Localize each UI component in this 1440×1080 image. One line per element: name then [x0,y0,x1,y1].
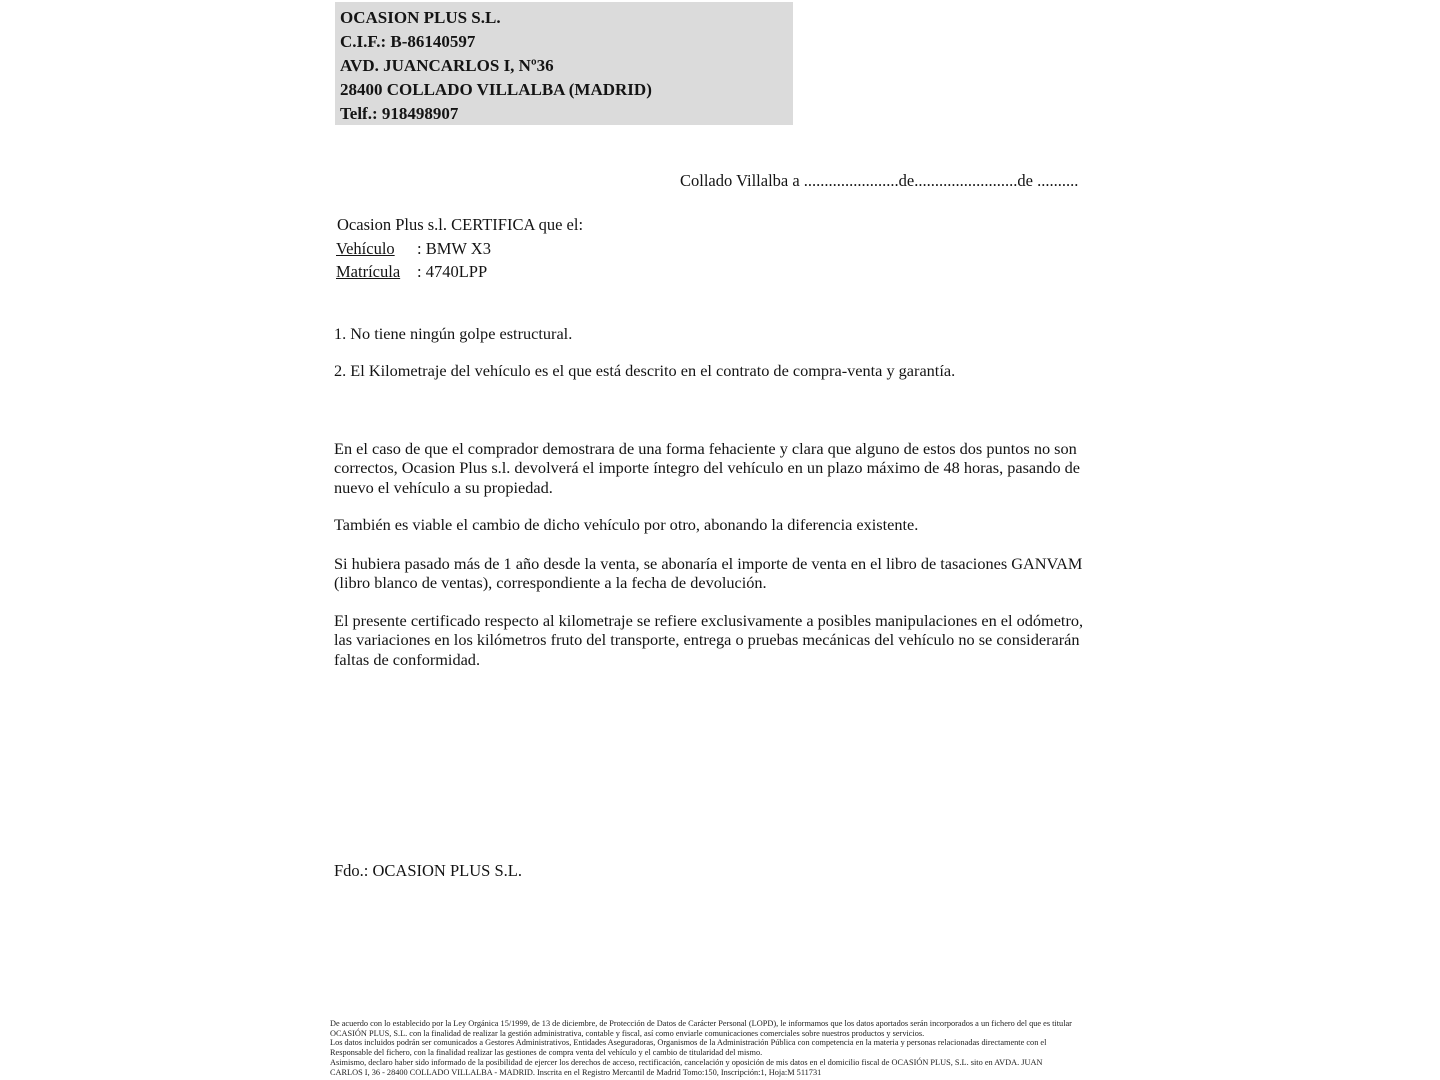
paragraph-ganvam-valuation: Si hubiera pasado más de 1 año desde la venta, se abonaría el importe de venta en el libro de tasaciones GANVAM (libro blanco de ventas), correspondiente a la fecha de devolución. [334,554,1083,593]
company-header-block [335,2,793,125]
company-cif: C.I.F.: B-86140597 [340,32,476,51]
certification-intro: Ocasion Plus s.l. CERTIFICA que el: [337,215,584,234]
vehicle-label: Vehículo [336,239,395,258]
legal-footer-line: Responsable del fichero, con la finalidad realizar las gestiones de compra venta del vehículo y el cambio de titularidad del mismo. [330,1048,763,1058]
legal-footer-line: Los datos incluidos podrán ser comunicados a Gestores Administrativos, Entidades Aseguradoras, Organismos de la Administración Pública con competencia en la materia y personas relacionadas directamente con el [330,1038,1047,1048]
legal-footer-line: CARLOS I, 36 - 28400 COLLADO VILLALBA - MADRID. Inscrita en el Registro Mercantil de Madrid Tomo:150, Inscripción:1, Hoja:M 511731 [330,1067,822,1077]
paragraph-refund-conditions: En el caso de que el comprador demostrara de una forma fehaciente y clara que alguno de estos dos puntos no son correctos, Ocasion Plus s.l. devolverá el importe íntegro del vehículo en un plazo máximo de 48 horas, pasando de nuevo el vehículo a su propiedad. [334,439,1081,497]
paragraph-vehicle-exchange: También es viable el cambio de dicho vehículo por otro, abonando la diferencia existente. [334,515,919,534]
paragraph-odometer-scope: El presente certificado respecto al kilometraje se refiere exclusivamente a posibles manipulaciones en el odómetro, las variaciones en los kilómetros fruto del transporte, entrega o pruebas mecánicas del vehículo no se considerarán faltas de conformidad. [334,611,1084,669]
plate-value: 4740LPP [425,262,488,281]
certified-point-1: 1. No tiene ningún golpe estructural. [334,324,573,343]
legal-footer-line: Asimismo, declaro haber sido informado de la posibilidad de ejercer los derechos de acceso, rectificación, cancelación y oposición de mis datos en el domicilio fiscal de OCASIÓN PLUS, S.L. sito en AVDA. JUAN [330,1057,1043,1067]
vehicle-separator: : [417,239,426,258]
plate-label: Matrícula [336,262,401,281]
certified-point-2: 2. El Kilometraje del vehículo es el que está descrito en el contrato de compra-venta y garantía. [334,361,956,380]
plate-separator: : [417,262,426,281]
vehicle-value: BMW X3 [425,239,491,258]
vehicle-field [336,239,491,259]
date-fill-in-line: Collado Villalba a .......................de.........................de .......... [680,171,1079,190]
company-address: AVD. JUANCARLOS I, Nº36 [340,56,554,75]
plate-field [336,262,487,282]
legal-footer-line: De acuerdo con lo establecido por la Ley Orgánica 15/1999, de 13 de diciembre, de Protección de Datos de Carácter Personal (LOPD), le informamos que los datos aportados serán incorporados a un fichero del que es titular [330,1019,1072,1028]
company-phone: Telf.: 918498907 [340,104,459,123]
company-city: 28400 COLLADO VILLALBA (MADRID) [340,80,652,99]
company-name: OCASION PLUS S.L. [340,8,501,27]
legal-data-protection-notice [330,1019,1120,1077]
signature-line: Fdo.: OCASION PLUS S.L. [334,861,522,880]
legal-footer-line: OCASIÓN PLUS, S.L. con la finalidad de realizar la gestión administrativa, contable y fiscal, así como enviarle comunicaciones comerciales sobre nuestros productos y servicios. [330,1028,925,1038]
